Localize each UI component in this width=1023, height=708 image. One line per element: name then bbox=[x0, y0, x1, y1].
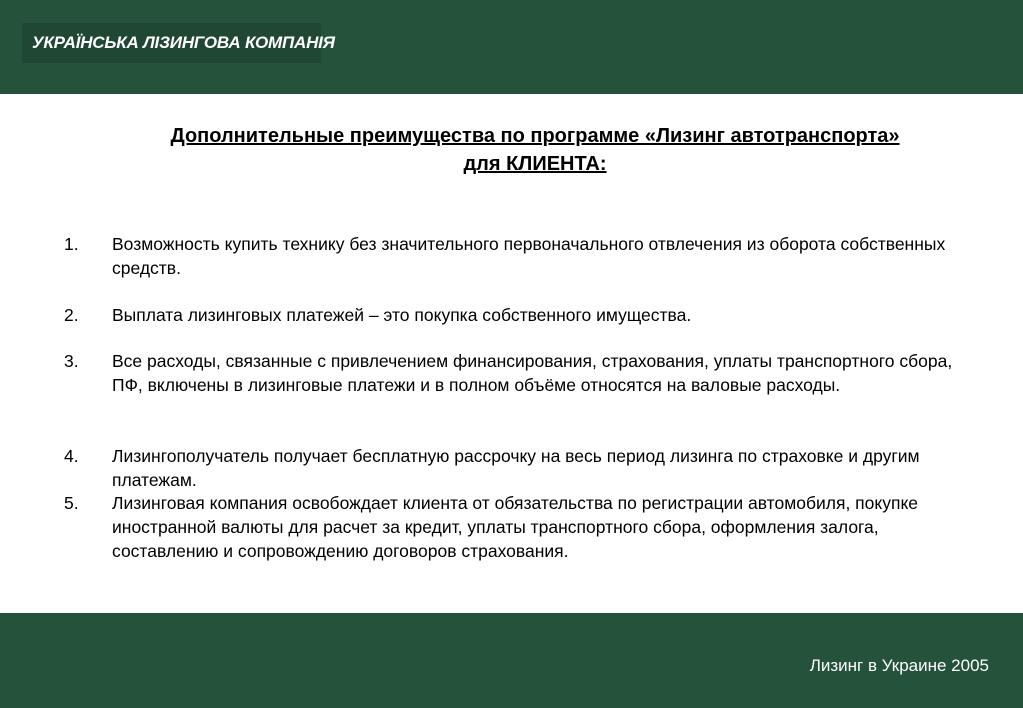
page-title bbox=[60, 122, 1010, 178]
list-item-text: Возможность купить технику без значительного первоначального отвлечения из оборота собственных средств. bbox=[112, 234, 946, 278]
list-item-text: Все расходы, связанные с привлечением финансирования, страхования, уплаты транспортного сбора, ПФ, включены в лизинговые платежи и в полном объёме относятся на валовые расходы. bbox=[112, 351, 953, 395]
list-item-text: Выплата лизинговых платежей – это покупка собственного имущества. bbox=[112, 305, 692, 325]
list-item-number: 2. bbox=[64, 305, 79, 325]
list-item-text: Лизинговая компания освобождает клиента от обязательства по регистрации автомобиля, покупке иностранной валюты для расчет за кредит, уплаты транспортного сбора, оформления залога, составлению и сопровождению договоров страхования. bbox=[112, 493, 919, 561]
logo-text: УКРАЇНСЬКА ЛІЗИНГОВА КОМПАНІЯ bbox=[32, 33, 335, 52]
header-band bbox=[0, 0, 1023, 94]
list-item-number: 5. bbox=[64, 493, 79, 513]
list-item-number: 1. bbox=[64, 234, 79, 254]
list-item-number: 4. bbox=[64, 446, 79, 466]
footer-caption: Лизинг в Украине 2005 bbox=[809, 656, 989, 675]
title-line-1: Дополнительные преимущества по программе «Лизинг автотранспорта» bbox=[170, 125, 900, 147]
title-line-2: для КЛИЕНТА: bbox=[463, 153, 607, 175]
company-logo bbox=[22, 23, 335, 63]
list-item-text: Лизингополучатель получает бесплатную рассрочку на весь период лизинга по страховке и другим платежам. bbox=[112, 446, 920, 490]
list-item-number: 3. bbox=[64, 351, 79, 371]
